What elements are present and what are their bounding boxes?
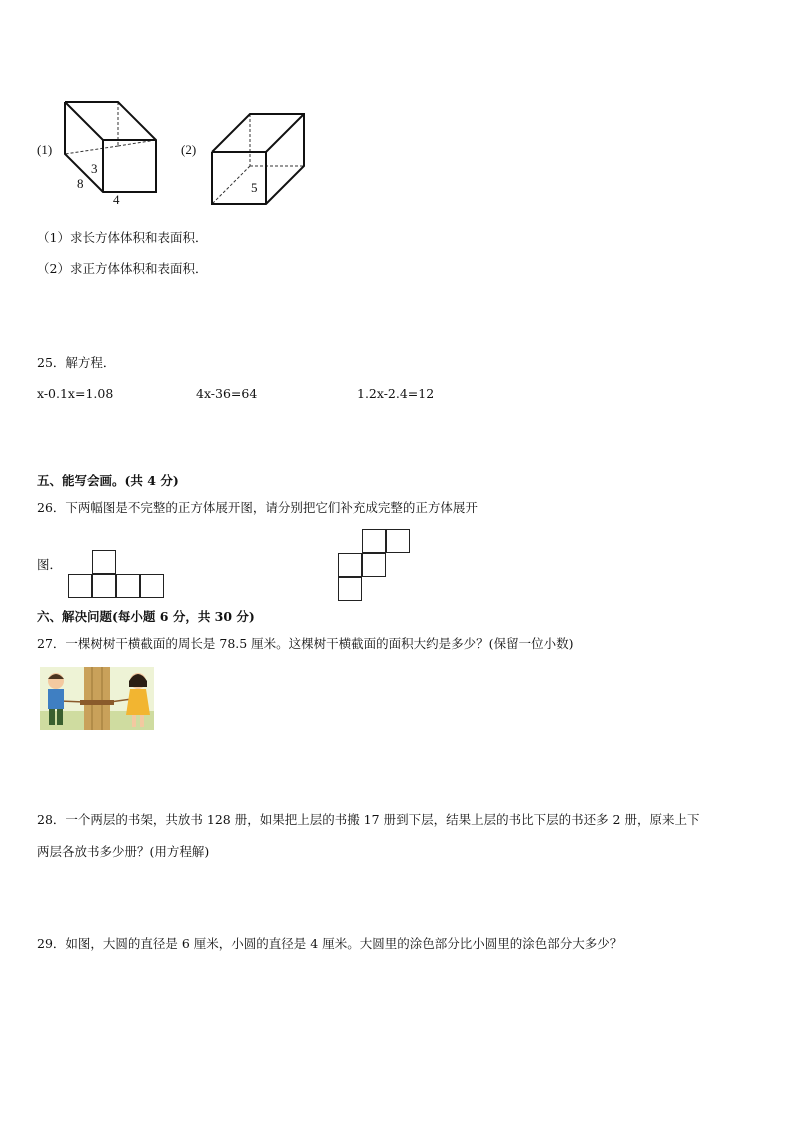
- figure1-label: (1): [37, 142, 53, 157]
- net-cell: [338, 577, 362, 601]
- figure2-label: (2): [181, 142, 197, 157]
- tree-measuring-illustration: [40, 667, 154, 730]
- cuboid-height-label: 3: [91, 161, 98, 176]
- net-cell: [362, 553, 386, 577]
- q25-equation-2: 4x-36=64: [196, 386, 258, 401]
- section5-heading: 五、能写会画。(共 4 分): [37, 473, 179, 488]
- cuboid-width-label: 4: [113, 192, 120, 207]
- net-cell: [68, 574, 92, 598]
- net-cell: [362, 529, 386, 553]
- cube-figure: [208, 110, 310, 210]
- cuboid-figure: [60, 98, 160, 208]
- q24-part2: （2）求正方体体积和表面积．: [37, 261, 208, 276]
- section6-heading: 六、解决问题(每小题 6 分，共 30 分): [37, 609, 255, 624]
- net-cell: [140, 574, 164, 598]
- q24-part1: （1）求长方体体积和表面积．: [37, 230, 208, 245]
- net-cell: [92, 550, 116, 574]
- q28-line2: 两层各放书多少册？(用方程解): [37, 844, 210, 859]
- q29-text: 29．如图，大圆的直径是 6 厘米，小圆的直径是 4 厘米。大圆里的涂色部分比小圆里的涂色部分大多少？: [37, 936, 623, 951]
- net-cell: [386, 529, 410, 553]
- cuboid-depth-label: 8: [77, 176, 84, 191]
- cube-edge-label: 5: [251, 180, 258, 195]
- q26-text-line1: 26．下两幅图是不完整的正方体展开图，请分别把它们补充成完整的正方体展开: [37, 500, 478, 515]
- q27-text: 27．一棵树树干横截面的周长是 78.5 厘米。这棵树干横截面的面积大约是多少？(保留一位小数): [37, 636, 574, 651]
- q25-equation-1: x-0.1x=1.08: [37, 386, 114, 401]
- q28-line1: 28．一个两层的书架，共放书 128 册，如果把上层的书搬 17 册到下层，结果上层的书比下层的书还多 2 册，原来上下: [37, 812, 700, 827]
- q25-equation-3: 1.2x-2.4=12: [357, 386, 435, 401]
- q25-title: 25．解方程．: [37, 355, 116, 370]
- q26-text-line2: 图．: [37, 557, 63, 572]
- net-cell: [92, 574, 116, 598]
- net-cell: [116, 574, 140, 598]
- net-cell: [338, 553, 362, 577]
